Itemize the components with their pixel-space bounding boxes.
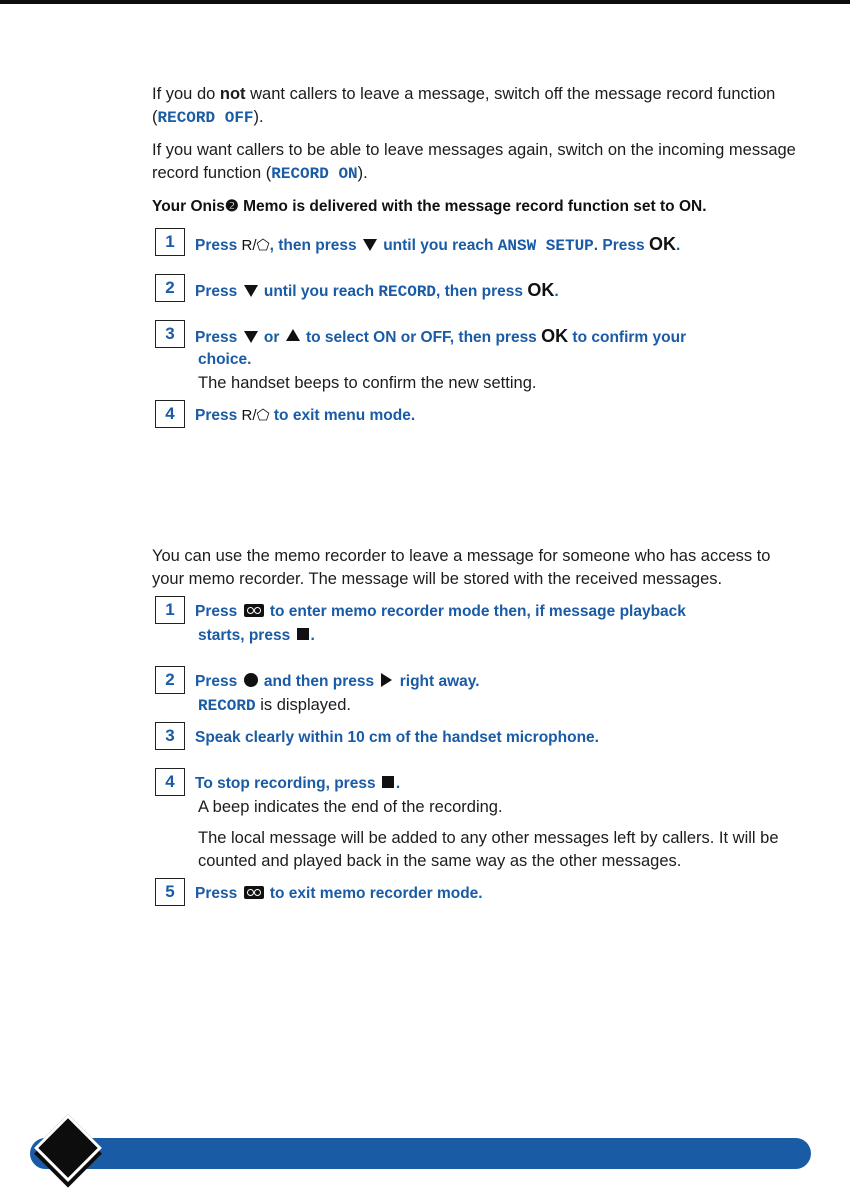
- top-rule: [0, 0, 850, 4]
- intro-paragraph-on: If you want callers to be able to leave messages again, switch on the incoming message record function (RECORD ON).: [152, 141, 796, 183]
- menu-key-icon: R/⬠: [241, 407, 270, 424]
- stop-square-icon: [297, 628, 309, 640]
- step-instruction: Press to exit memo recorder mode.: [195, 885, 483, 902]
- step-number: 3: [155, 722, 185, 750]
- footer-bar: [30, 1138, 811, 1169]
- step-instruction: Press or to select ON or OFF, then press OK to confirm your: [195, 326, 687, 346]
- step-note: A beep indicates the end of the recording.: [198, 798, 503, 816]
- down-arrow-icon: [363, 239, 377, 251]
- step-instruction: Press until you reach RECORD, then press OK.: [195, 280, 559, 301]
- down-arrow-icon: [244, 331, 258, 343]
- step-number: 1: [155, 228, 185, 256]
- ok-key-label: OK: [527, 280, 555, 300]
- step-number: 4: [155, 768, 185, 796]
- step-number: 5: [155, 878, 185, 906]
- ok-key-label: OK: [648, 234, 676, 254]
- play-arrow-icon: [381, 673, 392, 687]
- menu-key-icon: R/⬠: [241, 237, 270, 254]
- step-number: 2: [155, 666, 185, 694]
- stop-square-icon: [382, 776, 394, 788]
- record-dot-icon: [244, 673, 258, 687]
- step-number: 3: [155, 320, 185, 348]
- step-instruction: Speak clearly within 10 cm of the handset microphone.: [195, 729, 599, 746]
- ok-key-label: OK: [541, 326, 569, 346]
- step-instruction: Press R/⬠ to exit menu mode.: [195, 407, 416, 424]
- step-note: RECORD is displayed.: [198, 696, 351, 715]
- step-instruction: Press to enter memo recorder mode then, if message playback: [195, 603, 686, 620]
- step-note: The handset beeps to confirm the new setting.: [198, 374, 537, 392]
- step-instruction-cont: starts, press .: [198, 627, 315, 644]
- step-instruction: Press R/⬠, then press until you reach ANSW SETUP. Press OK.: [195, 234, 681, 255]
- step-number: 4: [155, 400, 185, 428]
- up-arrow-icon: [286, 329, 300, 341]
- step-instruction-cont: choice.: [198, 351, 252, 368]
- tape-icon: [244, 886, 264, 899]
- default-setting-note: Your Onis❷ Memo is delivered with the message record function set to ON.: [152, 198, 707, 215]
- memo-intro-paragraph: You can use the memo recorder to leave a message for someone who has access to your memo recorder. The message will be stored with the received messages.: [152, 547, 771, 588]
- intro-paragraph-off: If you do not want callers to leave a message, switch off the message record function (RECORD OFF).: [152, 85, 776, 127]
- diamond-page-marker: [34, 1114, 102, 1182]
- step-number: 2: [155, 274, 185, 302]
- down-arrow-icon: [244, 285, 258, 297]
- step-instruction: Press and then press right away.: [195, 673, 480, 690]
- step-note: The local message will be added to any other messages left by callers. It will be counted and played back in the same way as the other messages.: [198, 829, 779, 870]
- tape-icon: [244, 604, 264, 617]
- step-instruction: To stop recording, press .: [195, 775, 401, 792]
- step-number: 1: [155, 596, 185, 624]
